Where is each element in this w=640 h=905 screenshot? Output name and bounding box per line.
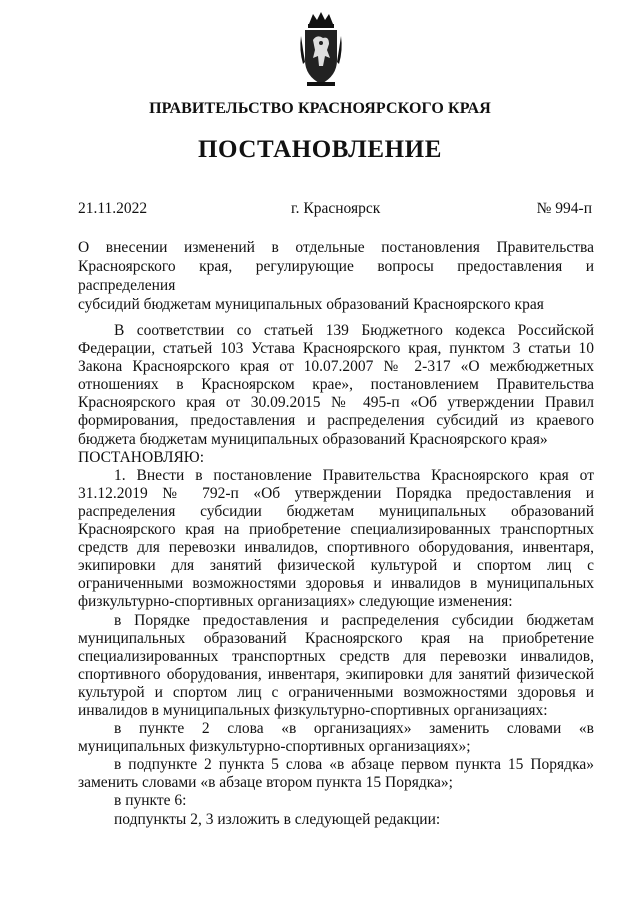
subject-line: субсидий бюджетам муниципальных образований Красноярского края xyxy=(78,296,544,313)
subject-line: Красноярского края, регулирующие вопросы предоставления и распределения xyxy=(78,258,594,294)
body-paragraph: 1. Внести в постановление Правительства Красноярского края от 31.12.2019 № 792-п «Об утверждении Порядка предоставления и распределения субсидии бюджетам муниципальных образований Красноярского края на приобретение специализированных транспортных средств для перевозки инвалидов, спортивного оборудования, инвентаря, экипировки для занятий физической культурой и спортом лиц с ограниченными возможностями здоровья и инвалидов в муниципальных физкультурно-спортивных организациях» следующие изменения: xyxy=(78,466,594,611)
body-paragraph: в пункте 6: xyxy=(114,792,187,810)
document-date: 21.11.2022 xyxy=(78,200,148,217)
document-city: г. Красноярск xyxy=(291,200,381,217)
document-number: № 994-п xyxy=(536,200,592,217)
krasnoyarsk-coat-of-arms-icon xyxy=(299,10,343,90)
document-type-title: ПОСТАНОВЛЕНИЕ xyxy=(197,136,443,163)
government-name: ПРАВИТЕЛЬСТВО КРАСНОЯРСКОГО КРАЯ xyxy=(149,100,491,117)
body-paragraph: в Порядке предоставления и распределения субсидии бюджетам муниципальных образований Красноярского края на приобретение специализированных транспортных средств для перевозки инвалидов, спортивного оборудования, инвентаря, экипировки для занятий физической культурой и спортом лиц с ограниченными возможностями здоровья и инвалидов в муниципальных физкультурно-спортивных организациях: xyxy=(78,611,594,719)
subject-line: О внесении изменений в отдельные постановления Правительства xyxy=(78,239,594,256)
resolution-word: ПОСТАНОВЛЯЮ: xyxy=(78,448,205,466)
document-subject xyxy=(78,238,594,314)
preamble-paragraph: В соответствии со статьей 139 Бюджетного кодекса Российской Федерации, статьей 103 Устава Красноярского края, пунктом 3 статьи 10 Закона Красноярского края от 10.07.2007 № 2-317 «О межбюджетных отношениях в Красноярском крае», постановлением Правительства Красноярского края от 30.09.2015 № 495-п «Об утверждении Правил формирования, предоставления и распределения субсидий из краевого бюджета бюджетам муниципальных образований Красноярского края» xyxy=(78,322,594,448)
document-body xyxy=(78,322,594,829)
body-paragraph: в подпункте 2 пункта 5 слова «в абзаце первом пункта 15 Порядка» заменить словами «в абзаце втором пункта 15 Порядка»; xyxy=(78,756,594,792)
body-paragraph: подпункты 2, 3 изложить в следующей редакции: xyxy=(114,810,441,828)
body-paragraph: в пункте 2 слова «в организациях» заменить словами «в муниципальных физкультурно-спортивных организациях»; xyxy=(78,720,594,756)
